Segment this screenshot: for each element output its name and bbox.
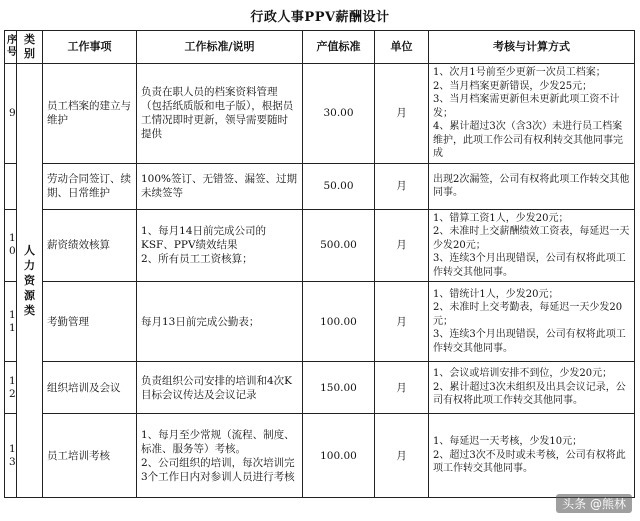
row-item: 考勤管理: [43, 282, 137, 362]
row-value: 500.00: [303, 209, 375, 282]
row-seq: 1 2: [5, 362, 17, 414]
row-seq: [5, 163, 17, 209]
header-category: 类别: [17, 31, 43, 64]
row-unit: 月: [375, 64, 429, 164]
row-rules: [429, 414, 635, 498]
table-row: [5, 163, 635, 209]
row-item: 劳动合同签订、续期、日常维护: [43, 163, 137, 209]
row-unit: 月: [375, 282, 429, 362]
row-item: 员工档案的建立与维护: [43, 64, 137, 164]
row-item: 组织培训及会议: [43, 362, 137, 414]
rule-line: 4、累计超过3次（含3次）未进行员工档案维护，此项工作公司有权利转交其他同事完成: [433, 121, 623, 159]
header-item: 工作事项: [43, 31, 137, 64]
rule-line: 1、错算工资1人，少发20元；: [433, 212, 569, 224]
rule-line: 2、当月档案更新错误，少发25元；: [433, 80, 593, 92]
row-value: 50.00: [303, 163, 375, 209]
row-standard: 1、每月至少常规（流程、制度、标准、服务等）考核。 2、公司组织的培训，每次培训完3个工作日内对参训人员进行考核: [137, 414, 303, 498]
table-row: [5, 362, 635, 414]
table-row: [5, 209, 635, 282]
page-title: 行政人事PPV薪酬设计: [250, 10, 390, 25]
header-standard: 工作标准/说明: [137, 31, 303, 64]
row-unit: 月: [375, 209, 429, 282]
row-value: 100.00: [303, 414, 375, 498]
row-rules: [429, 209, 635, 282]
rule-line: 3、当月档案需更新但未更新此项工资不计发；: [433, 94, 620, 119]
rule-line: 1、会议或培训安排不到位，少发20元；: [433, 368, 613, 380]
header-rules: 考核与计算方式: [429, 31, 635, 64]
row-seq: 1 0: [5, 209, 17, 282]
rule-line: 3、连续3个月出现错误，公司有权将此项工作转交其他同事。: [433, 253, 626, 278]
rule-line: 1、错统计1人，少发20元；: [433, 288, 559, 300]
salary-table: [4, 30, 635, 498]
row-value: 150.00: [303, 362, 375, 414]
rule-line: 3、连续3个月出现错误，公司有权将此项工作转交其他同事。: [433, 329, 626, 354]
header-unit: 单位: [375, 31, 429, 64]
row-rules: [429, 64, 635, 164]
rule-line: 2、超过3次不及时或未考核，公司有权将此项工作转交其他同事。: [433, 449, 626, 475]
rule-line: 1、每延迟一天考核，少发10元；: [433, 436, 583, 448]
row-unit: 月: [375, 163, 429, 209]
rule-line: 2、累计超过3次未组织及出具会议记录，公司有权将此项工作转交其他同事。: [433, 381, 626, 407]
table-row: [5, 64, 635, 164]
table-row: [5, 282, 635, 362]
watermark: 头条 @熊林: [556, 494, 632, 513]
rule-line: 2、未准时上交薪酬绩效工资表，每延迟一天少发20元；: [433, 226, 630, 251]
row-standard: 每月13日前完成公勤表；: [137, 282, 303, 362]
row-rules: [429, 282, 635, 362]
row-value: 100.00: [303, 282, 375, 362]
table-row: [5, 414, 635, 498]
row-unit: 月: [375, 362, 429, 414]
row-seq: 9: [5, 64, 17, 164]
row-item: 员工培训考核: [43, 414, 137, 498]
row-item: 薪资绩效核算: [43, 209, 137, 282]
header-seq: 序号: [5, 31, 17, 64]
row-standard: 负责组织公司安排的培训和4次K目标会议传达及会议记录: [137, 362, 303, 414]
header-row: [5, 31, 635, 64]
row-seq: 1 1: [5, 282, 17, 362]
row-standard: 负责在职人员的档案资料管理（包括纸质版和电子版），根据员工情况即时更新，领导需要随时提供: [137, 64, 303, 164]
rule-line: 2、未准时上交考勤表，每延迟一天少发20元；: [433, 302, 623, 327]
rule-line: 出现2次漏签，公司有权将此项工作转交其他同事。: [433, 173, 630, 198]
row-standard: 100%签订、无错签、漏签、过期未续签等: [137, 163, 303, 209]
category-cell: 人力资源类: [17, 64, 43, 498]
row-standard: 1、每月14日前完成公司的KSF、PPV绩效结果 2、所有员工工资核算；: [137, 209, 303, 282]
row-rules: [429, 362, 635, 414]
header-value: 产值标准: [303, 31, 375, 64]
row-rules: [429, 163, 635, 209]
row-unit: 月: [375, 414, 429, 498]
row-seq: 1 3: [5, 414, 17, 498]
rule-line: 1、次月1号前至少更新一次员工档案；: [433, 67, 606, 78]
row-value: 30.00: [303, 64, 375, 164]
